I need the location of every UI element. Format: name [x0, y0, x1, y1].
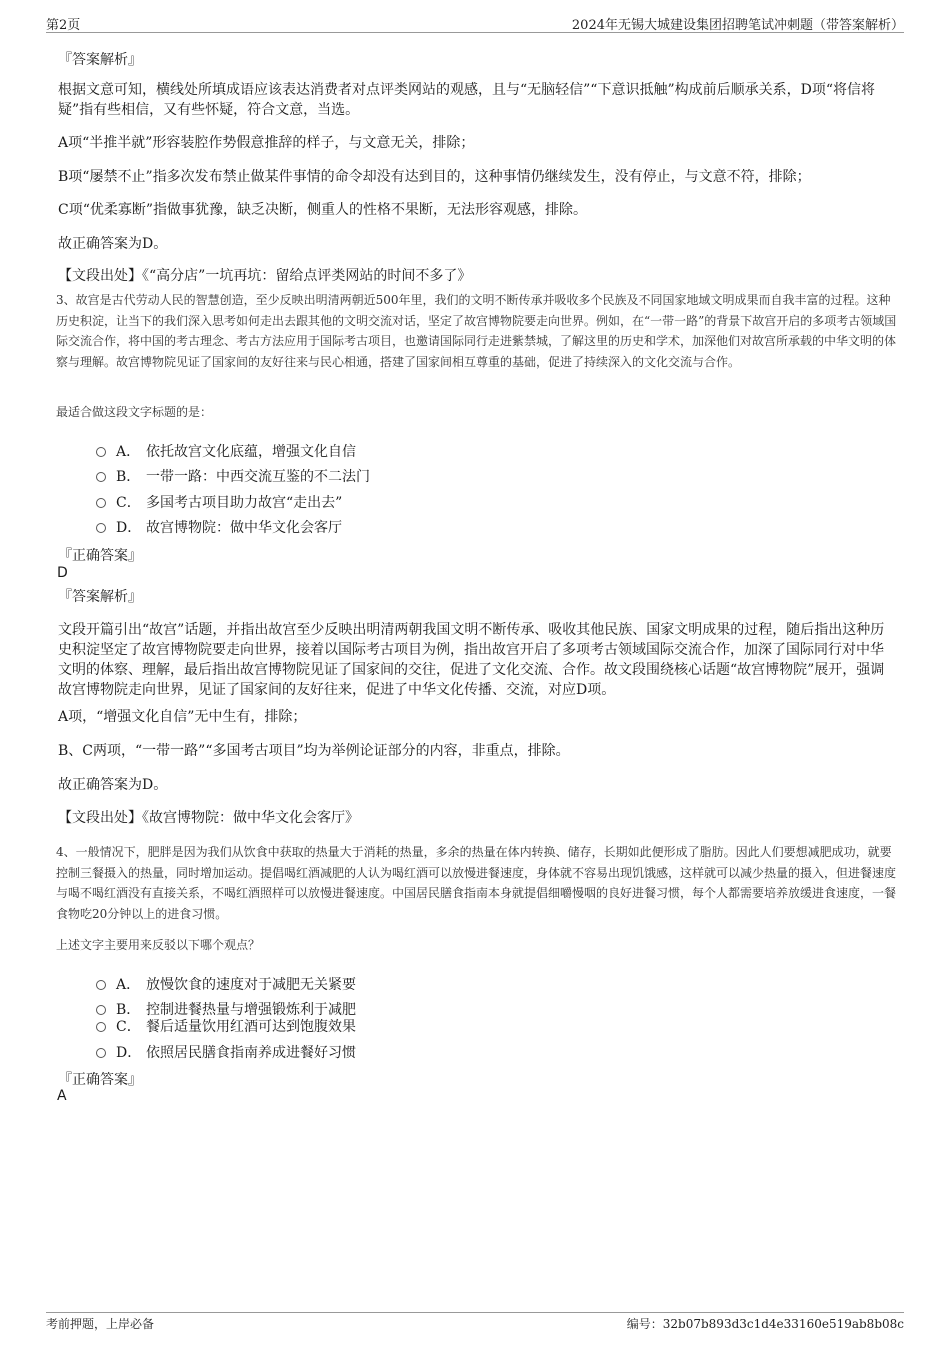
- radio-icon[interactable]: [96, 1005, 106, 1015]
- option-c[interactable]: C． 多国考古项目助力故宫“走出去”: [96, 492, 342, 512]
- analysis-paragraph: 文段开篇引出“故宫”话题，并指出故宫至少反映出明清两朝我国文明不断传承、吸收其他民族、国家文明成果的过程，随后指出这种历史积淀坚定了故宫博物院要走向世界，接着以国际考古项目为例，指出故宫开启了多项考古领域国际交流合作，加深了国际同行对中华文明的体察、理解，最后指出故宫博物院见证了国家间的交往，促进了文化交流、合作。故文段围绕核心话题“故宫博物院”展开，强调故宫博物院走向世界，见证了国家间的友好往来，促进了中华文化传播、交流，对应D项。: [58, 622, 885, 698]
- answer-heading: 『正确答案』: [58, 548, 142, 564]
- source-citation: 【文段出处】《“高分店”一坑再坑：留给点评类网站的时间不多了》: [58, 268, 472, 284]
- option-d[interactable]: D． 依照居民膳食指南养成进餐好习惯: [96, 1042, 356, 1062]
- option-d[interactable]: D． 故宫博物院：做中华文化会客厅: [96, 517, 342, 537]
- option-b[interactable]: B． 控制进餐热量与增强锻炼利于减肥: [96, 999, 356, 1019]
- analysis-heading: 『答案解析』: [58, 52, 142, 68]
- source-citation: 【文段出处】《故宫博物院：做中华文化会客厅》: [58, 810, 359, 826]
- analysis-paragraph: B项“屡禁不止”指多次发布禁止做某件事情的命令却没有达到目的，这种事情仍继续发生，没有停止，与文意不符，排除；: [58, 169, 811, 185]
- option-a[interactable]: A． 放慢饮食的速度对于减肥无关紧要: [96, 974, 356, 994]
- analysis-paragraph: C项“优柔寡断”指做事犹豫，缺乏决断，侧重人的性格不果断，无法形容观感，排除。: [58, 202, 588, 218]
- question-text: 3、故宫是古代劳动人民的智慧创造，至少反映出明清两朝近500年里，我们的文明不断传承并吸收多个民族及不同国家地域文明成果而自我丰富的过程。这种历史积淀，让当下的我们深入思考如何走出去跟其他的文明交流对话，坚定了故宫博物院要走向世界。例如，在“一带一路”的背景下故宫开启的多项考古领域国际交流合作，将中国的考古理念、考古方法应用于国际考古项目，也邀请国际同行走进紫禁城，了解这里的历史和学术，加深他们对故宫所承载的中华文明的体察与理解。故宫博物院见证了国家间的友好往来与民心相通，搭建了国家间相互尊重的基础，促进了持续深入的文化交流与合作。: [56, 293, 897, 369]
- analysis-paragraph: 根据文意可知，横线处所填成语应该表达消费者对点评类网站的观感，且与“无脑轻信”“下意识抵触”构成前后顺承关系，D项“将信将疑”指有些相信，又有些怀疑，符合文意，当选。: [58, 82, 876, 118]
- radio-icon[interactable]: [96, 1048, 106, 1058]
- page-footer: [46, 1312, 904, 1333]
- option-a[interactable]: A． 依托故宫文化底蕴，增强文化自信: [96, 441, 356, 461]
- analysis-paragraph: B、C两项，“一带一路”“多国考古项目”均为举例论证部分的内容，非重点，排除。: [58, 743, 570, 759]
- analysis-paragraph: A项，“增强文化自信”无中生有，排除；: [58, 709, 307, 725]
- radio-icon[interactable]: [96, 472, 106, 482]
- footer-slogan: 考前押题，上岸必备: [46, 1317, 155, 1331]
- answer-conclusion: 故正确答案为D。: [58, 777, 168, 793]
- radio-icon[interactable]: [96, 980, 106, 990]
- radio-icon[interactable]: [96, 1022, 106, 1032]
- radio-icon[interactable]: [96, 447, 106, 457]
- page-header: [46, 12, 904, 33]
- option-b[interactable]: B． 一带一路：中西交流互鉴的不二法门: [96, 466, 370, 486]
- correct-answer: D: [57, 565, 68, 581]
- radio-icon[interactable]: [96, 523, 106, 533]
- question-text: 4、一般情况下，肥胖是因为我们从饮食中获取的热量大于消耗的热量，多余的热量在体内转换、储存，长期如此便形成了脂肪。因此人们要想减肥成功，就要控制三餐摄入的热量，同时增加运动。提倡喝红酒减肥的人认为喝红酒可以放慢进餐速度，身体就不容易出现饥饿感，这样就可以减少热量的摄入，但进餐速度与喝不喝红酒没有直接关系，不喝红酒照样可以放慢进餐速度。中国居民膳食指南本身就提倡细嚼慢咽的良好进餐习惯，每个人都需要培养放缓进食速度，一餐食物吃20分钟以上的进食习惯。: [56, 845, 897, 921]
- option-c[interactable]: C． 餐后适量饮用红酒可达到饱腹效果: [96, 1016, 356, 1036]
- question-prompt: 最适合做这段文字标题的是：: [56, 405, 213, 419]
- document-title: 2024年无锡大城建设集团招聘笔试冲刺题（带答案解析）: [571, 18, 904, 33]
- document-code: 编号：32b07b893d3c1d4e33160e519ab8b08c: [626, 1317, 904, 1331]
- answer-heading: 『正确答案』: [58, 1072, 142, 1088]
- analysis-heading: 『答案解析』: [58, 589, 142, 605]
- radio-icon[interactable]: [96, 498, 106, 508]
- analysis-paragraph: A项“半推半就”形容装腔作势假意推辞的样子，与文意无关，排除；: [58, 135, 475, 151]
- answer-conclusion: 故正确答案为D。: [58, 236, 168, 252]
- correct-answer: A: [57, 1088, 67, 1104]
- question-prompt: 上述文字主要用来反驳以下哪个观点？: [56, 938, 261, 952]
- page-number: 第2页: [46, 18, 81, 33]
